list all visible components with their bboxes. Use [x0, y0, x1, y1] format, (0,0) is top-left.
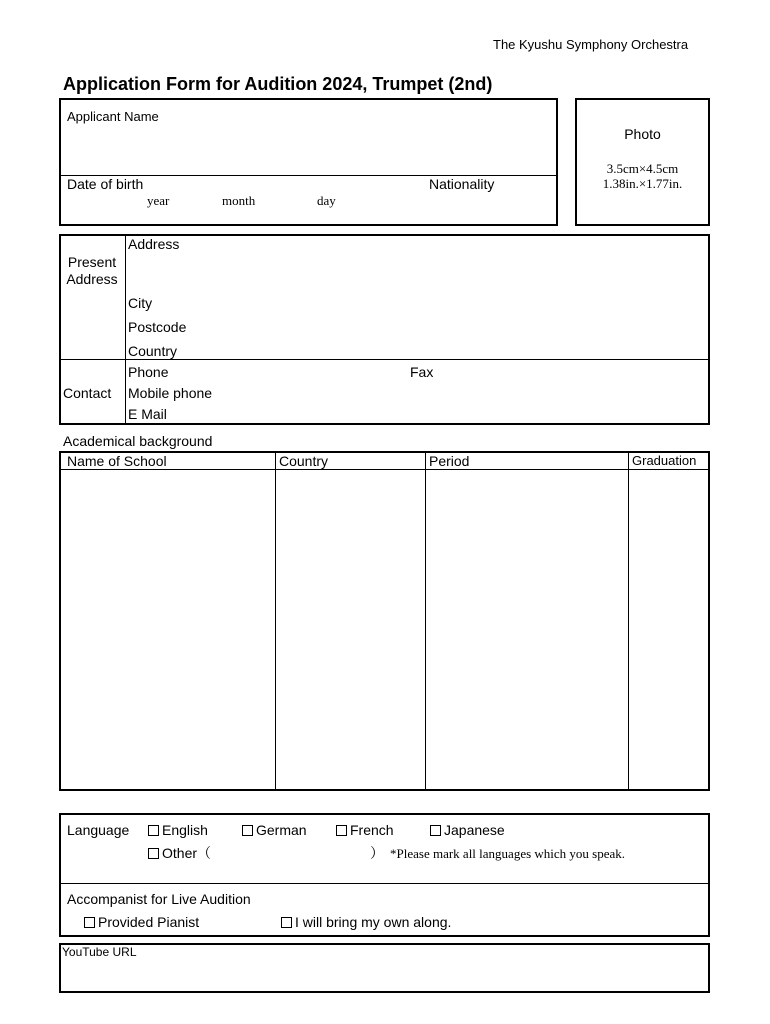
photo-label: Photo [624, 126, 661, 142]
checkbox-icon[interactable] [242, 825, 253, 836]
present-address-label-2: Address [66, 271, 118, 287]
accompanist-provided[interactable]: Provided Pianist [84, 914, 199, 930]
checkbox-icon[interactable] [336, 825, 347, 836]
language-note: *Please mark all languages which you speak. [390, 846, 626, 861]
contact-label: Contact [63, 385, 112, 401]
orchestra-name: The Kyushu Symphony Orchestra [493, 37, 689, 52]
checkbox-icon[interactable] [148, 848, 159, 859]
photo-size-cm: 3.5cm×4.5cm [606, 161, 679, 176]
checkbox-icon[interactable] [84, 917, 95, 928]
youtube-box[interactable] [59, 943, 710, 993]
email-label: E Mail [128, 406, 167, 422]
academic-table [59, 451, 710, 791]
col-graduation: Graduation [632, 453, 697, 468]
country-label: Country [128, 343, 178, 359]
col-period: Period [429, 453, 470, 469]
lang-french[interactable]: French [336, 822, 394, 838]
applicant-name-label: Applicant Name [67, 109, 159, 124]
city-label: City [128, 295, 153, 311]
postcode-label: Postcode [128, 319, 187, 335]
language-label: Language [67, 822, 130, 838]
lang-japanese[interactable]: Japanese [430, 822, 505, 838]
col-country: Country [279, 453, 329, 469]
fax-label: Fax [410, 364, 434, 380]
checkbox-icon[interactable] [148, 825, 159, 836]
dob-label: Date of birth [67, 176, 144, 192]
mobile-label: Mobile phone [128, 385, 213, 401]
nationality-label: Nationality [429, 176, 495, 192]
address-label: Address [128, 236, 180, 252]
checkbox-icon[interactable] [281, 917, 292, 928]
lang-english[interactable]: English [148, 822, 208, 838]
dob-day-label: day [317, 193, 336, 208]
col-school: Name of School [67, 453, 167, 469]
accompanist-title: Accompanist for Live Audition [67, 891, 251, 907]
lang-other-paren-close: ） [370, 845, 384, 861]
youtube-label: YouTube URL [62, 945, 137, 959]
page-title: Application Form for Audition 2024, Trumpet (2nd) [63, 74, 493, 94]
checkbox-icon[interactable] [430, 825, 441, 836]
lang-other[interactable]: Other（ [148, 845, 211, 861]
applicant-name-field[interactable] [64, 128, 552, 172]
present-address-label-1: Present [67, 254, 117, 270]
lang-german[interactable]: German [242, 822, 307, 838]
dob-month-label: month [222, 193, 256, 208]
academic-title: Academical background [63, 433, 213, 449]
phone-label: Phone [128, 364, 169, 380]
accompanist-own[interactable]: I will bring my own along. [281, 914, 451, 930]
photo-size-in: 1.38in.×1.77in. [602, 176, 683, 191]
dob-year-label: year [147, 193, 170, 208]
